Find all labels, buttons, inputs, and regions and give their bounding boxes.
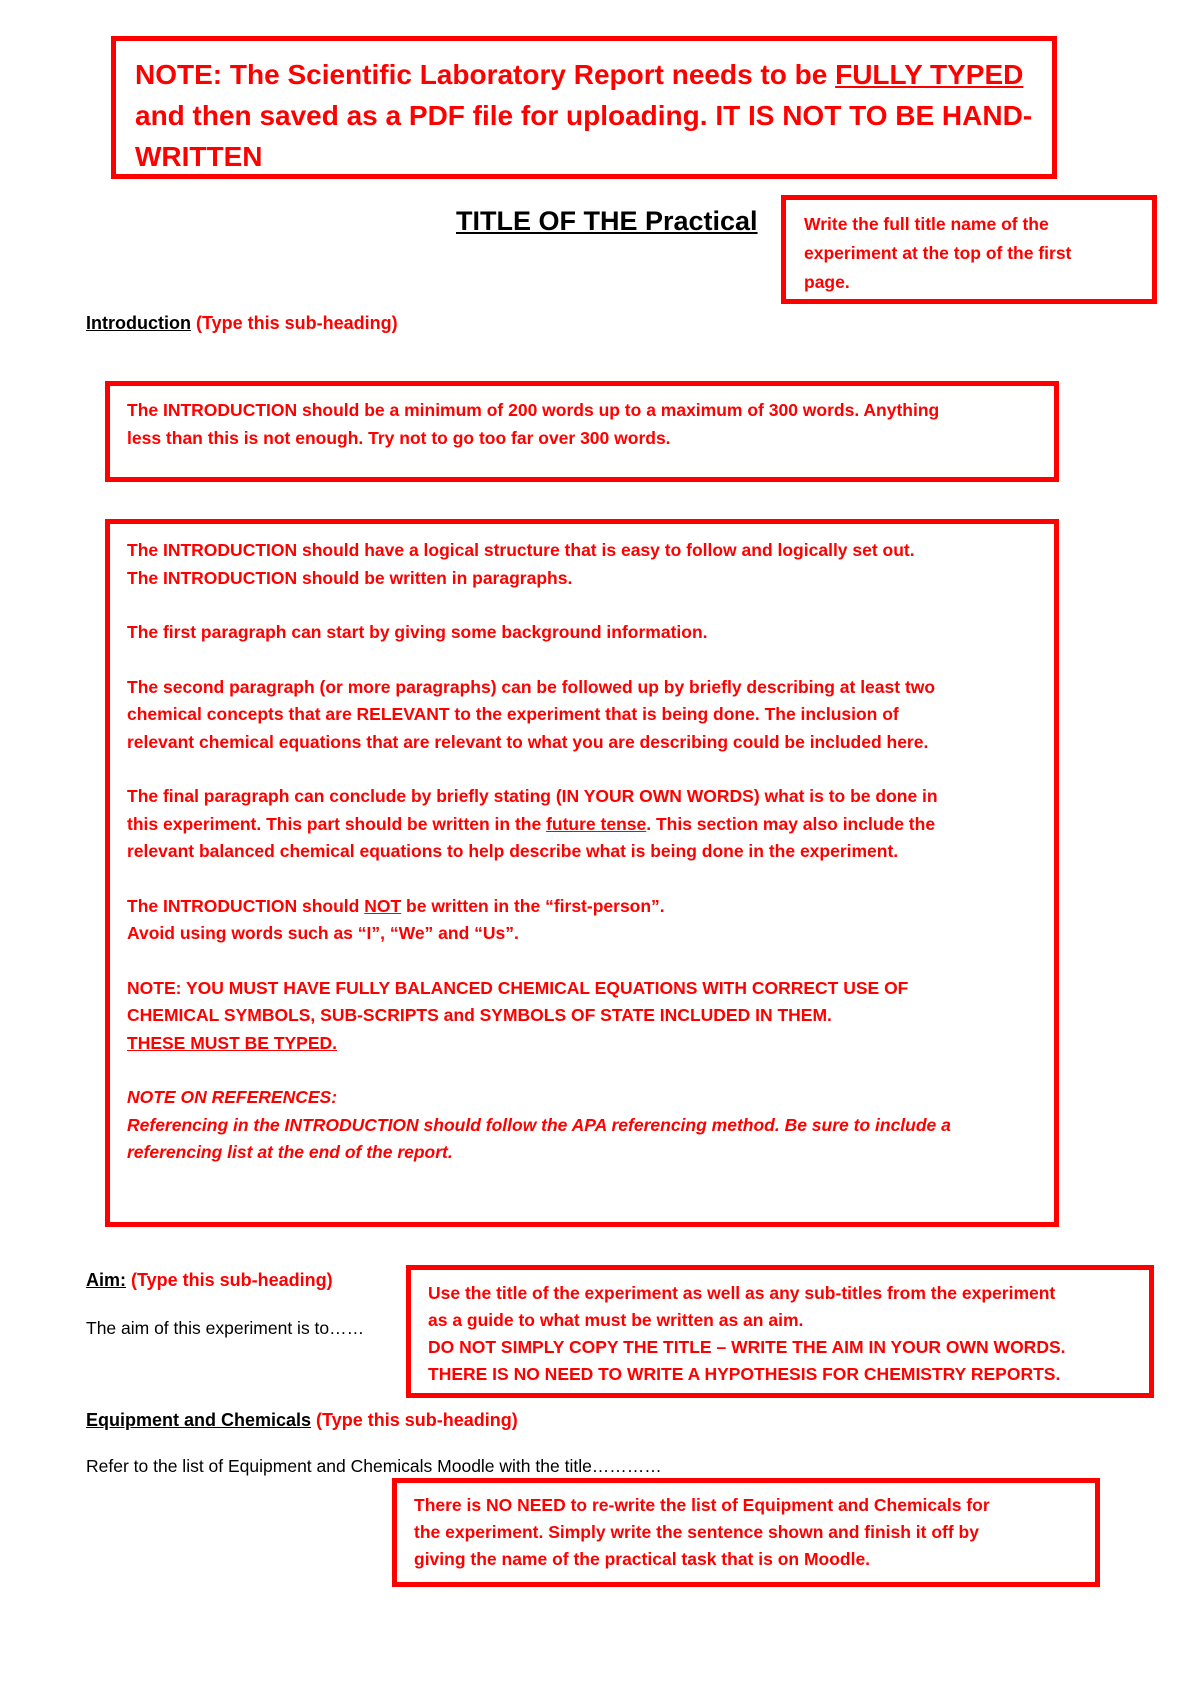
wordcount-line: less than this is not enough. Try not to go too far over 300 words. (127, 428, 671, 448)
title-tip-box (781, 195, 1157, 304)
aim-heading: Aim: (Type this sub-heading) (86, 1270, 333, 1290)
references-text: referencing list at the end of the report. (127, 1142, 453, 1162)
introduction-heading-note: (Type this sub-heading) (190, 313, 398, 333)
structure-text: this experiment. This part should be written in the future tense. This section may also include the (127, 813, 936, 834)
title-tip-line: experiment at the top of the first (804, 243, 1072, 263)
equipment-tip-line: giving the name of the practical task that is on Moodle. (414, 1549, 871, 1569)
aim-heading-note: (Type this sub-heading) (126, 1270, 333, 1290)
introduction-wordcount-box (105, 381, 1059, 482)
aim-text: The aim of this experiment is to…… (86, 1318, 365, 1338)
aim-tip-line: DO NOT SIMPLY COPY THE TITLE – WRITE THE AIM IN YOUR OWN WORDS. (428, 1337, 1066, 1357)
aim-tip-line: Use the title of the experiment as well as any sub-titles from the experiment (428, 1283, 1056, 1303)
structure-text: CHEMICAL SYMBOLS, SUB-SCRIPTS and SYMBOLS OF STATE INCLUDED IN THEM. (127, 1005, 832, 1025)
references-text: Referencing in the INTRODUCTION should follow the APA referencing method. Be sure to include a (127, 1114, 951, 1135)
aim-tip-line: as a guide to what must be written as an aim. (428, 1310, 804, 1330)
structure-text: The INTRODUCTION should be written in paragraphs. (127, 567, 573, 588)
equipment-heading-note: (Type this sub-heading) (311, 1410, 518, 1430)
equipment-heading: Equipment and Chemicals (Type this sub-heading) (86, 1410, 518, 1430)
structure-text: The second paragraph (or more paragraphs) can be followed up by briefly describing at least two (127, 676, 936, 697)
page-title: TITLE OF THE Practical (456, 206, 758, 236)
structure-text: The first paragraph can start by giving some background information. (127, 622, 708, 642)
equipment-text: Refer to the list of Equipment and Chemicals Moodle with the title………… (86, 1456, 662, 1476)
aim-tip-line: THERE IS NO NEED TO WRITE A HYPOTHESIS FOR CHEMISTRY REPORTS. (428, 1364, 1061, 1384)
structure-text: chemical concepts that are RELEVANT to the experiment that is being done. The inclusion of (127, 704, 899, 724)
aim-tip-box (406, 1265, 1154, 1398)
structure-text: relevant chemical equations that are relevant to what you are describing could be included here. (127, 731, 929, 752)
wordcount-line: The INTRODUCTION should be a minimum of 200 words up to a maximum of 300 words. Anything (127, 400, 940, 420)
note-line-2: and then saved as a PDF file for uploading. IT IS NOT TO BE HAND- (135, 100, 1033, 131)
structure-text: The INTRODUCTION should have a logical structure that is easy to follow and logically set out. (127, 540, 915, 560)
note-line-3: WRITTEN (135, 141, 263, 172)
introduction-structure-box (105, 519, 1059, 1227)
equipment-tip-line: the experiment. Simply write the sentence shown and finish it off by (414, 1522, 979, 1542)
note-line-1: NOTE: The Scientific Laboratory Report needs to be FULLY TYPED (135, 59, 1024, 90)
structure-text: The INTRODUCTION should NOT be written in the “first-person”. (127, 895, 665, 916)
note-emphasis: FULLY TYPED (835, 59, 1024, 90)
structure-text: The final paragraph can conclude by briefly stating (IN YOUR OWN WORDS) what is to be done in (127, 786, 938, 806)
structure-text: NOTE: YOU MUST HAVE FULLY BALANCED CHEMICAL EQUATIONS WITH CORRECT USE OF (127, 977, 909, 998)
structure-text: relevant balanced chemical equations to help describe what is being done in the experiment. (127, 841, 899, 861)
structure-text: THESE MUST BE TYPED. (127, 1032, 338, 1053)
equipment-tip-line: There is NO NEED to re-write the list of Equipment and Chemicals for (414, 1495, 990, 1515)
title-tip-line: Write the full title name of the (804, 214, 1049, 234)
references-heading: NOTE ON REFERENCES: (127, 1087, 338, 1107)
structure-text: Avoid using words such as “I”, “We” and “Us”. (127, 923, 519, 943)
typed-report-note-box (111, 36, 1057, 179)
introduction-heading: Introduction (Type this sub-heading) (86, 313, 398, 333)
title-tip-line: page. (804, 272, 850, 292)
equipment-tip-box (392, 1478, 1100, 1587)
